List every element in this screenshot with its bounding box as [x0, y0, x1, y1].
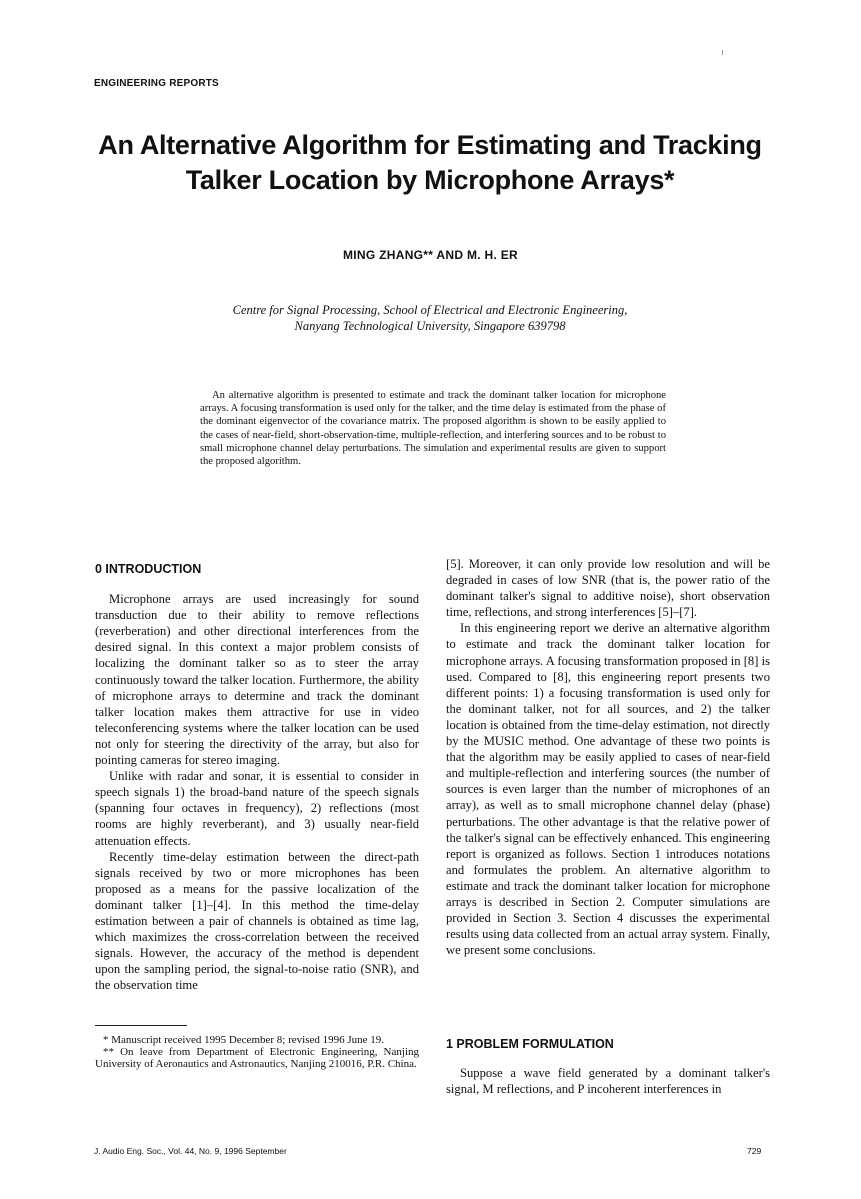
- paragraph: Unlike with radar and sonar, it is essential to consider in speech signals 1) the broad-band nature of the speech signals (spanning four octaves in frequency), 2) reflections (most rooms are highly reverberant), and 3) usually near-field attenuation effects.: [95, 769, 419, 848]
- journal-footer: J. Audio Eng. Soc., Vol. 44, No. 9, 1996 September: [94, 1146, 287, 1156]
- title-line-2: Talker Location by Microphone Arrays*: [185, 165, 675, 195]
- footnote: * Manuscript received 1995 December 8; revised 1996 June 19.: [103, 1034, 385, 1046]
- paragraph-continuation: [5]. Moreover, it can only provide low resolution and will be degraded in cases of low SNR (that is, the power ratio of the dominant talker's signal to additive noise), short observation time, reflections, and strong interferences [5]–[7].: [446, 557, 770, 620]
- footnotes: [95, 1034, 419, 1070]
- paragraph: Recently time-delay estimation between the direct-path signals received by two or more microphones has been proposed as a means for the passive localization of the dominant talker [1]–[4]. In this method the time-delay estimation between a pair of channels is obtained as time lag, which maximizes the cross-correlation between the received signals. However, the accuracy of the method is dependent upon the sampling period, the signal-to-noise ratio (SNR), and the observation time: [95, 849, 419, 993]
- affiliation-line-1: Centre for Signal Processing, School of Electrical and Electronic Engineering,: [232, 303, 628, 317]
- affiliation: [120, 302, 740, 334]
- right-column: [446, 556, 770, 958]
- abstract: An alternative algorithm is presented to estimate and track the dominant talker location for microphone arrays. A focusing transformation is used only for the talker, and the time delay is estimated from the phase of the dominant eigenvector of the covariance matrix. The proposed algorithm is shown to be easily applied to the cases of near-field, short-observation-time, multiple-reflection, and interfering sources and to be robust to small microphone channel delay perturbations. The simulation and experimental results are given to support the proposed algorithm.: [200, 390, 666, 468]
- section-heading-introduction: 0 INTRODUCTION: [95, 562, 202, 576]
- paragraph: In this engineering report we derive an alternative algorithm to estimate and track the dominant talker location for microphone arrays. A focusing transformation proposed in [8] is used. Compared to [8], this engineering report presents two different points: 1) a focusing transformation is used only for the dominant talker, not for all sources, and 2) the talker location is obtained from the time-delay estimation, not directly by the MUSIC method. One advantage of these two points is that the algorithm may be easily applied to cases of near-field and multiple-reflection and interfering sources (the number of sources is even larger than the number of microphones of an array), as well as to small microphone channel delay (phase) perturbations. The other advantage is that the relative power of the talker's signal can be effectively enhanced. This engineering report is organized as follows. Section 1 introduces notations and formulates the problem. An alternative algorithm to estimate and track the dominant talker location for microphone arrays is described in Section 2. Computer simulations are provided in Section 3. Section 4 discusses the experimental results using data collected from an actual array system. Finally, we present some conclusions.: [446, 621, 770, 958]
- scan-mark: [722, 50, 723, 55]
- footnote: ** On leave from Department of Electronic Engineering, Nanjing University of Aeronautics and Astronautics, Nanjing 210016, P.R. China.: [95, 1046, 419, 1070]
- running-header: ENGINEERING REPORTS: [94, 78, 219, 89]
- paper-title: [60, 128, 800, 198]
- problem-formulation-text: [446, 1065, 770, 1097]
- footnote-rule: [95, 1025, 187, 1026]
- section-heading-problem-formulation: 1 PROBLEM FORMULATION: [446, 1037, 614, 1051]
- paragraph: Microphone arrays are used increasingly for sound transduction due to their ability to remove reflections (reverberation) and other directional interferences from the desired signal. In this context a major problem consists of localizing the dominant talker so as to steer the array continuously toward the talker location. Furthermore, the ability of microphone arrays to determine and track the dominant talker location makes them attractive for use in video teleconferencing systems where the talker location can be used not only for steering the directivity of the array, but also for pointing cameras for stereo imaging.: [95, 592, 419, 768]
- authors: MING ZHANG** AND M. H. ER: [342, 248, 519, 262]
- affiliation-line-2: Nanyang Technological University, Singapore 639798: [294, 319, 566, 333]
- left-column: [95, 559, 419, 993]
- title-line-1: An Alternative Algorithm for Estimating and Tracking: [98, 130, 762, 160]
- paragraph: Suppose a wave field generated by a dominant talker's signal, M reflections, and P incoherent interferences in: [446, 1066, 770, 1097]
- page-number: 729: [747, 1146, 762, 1156]
